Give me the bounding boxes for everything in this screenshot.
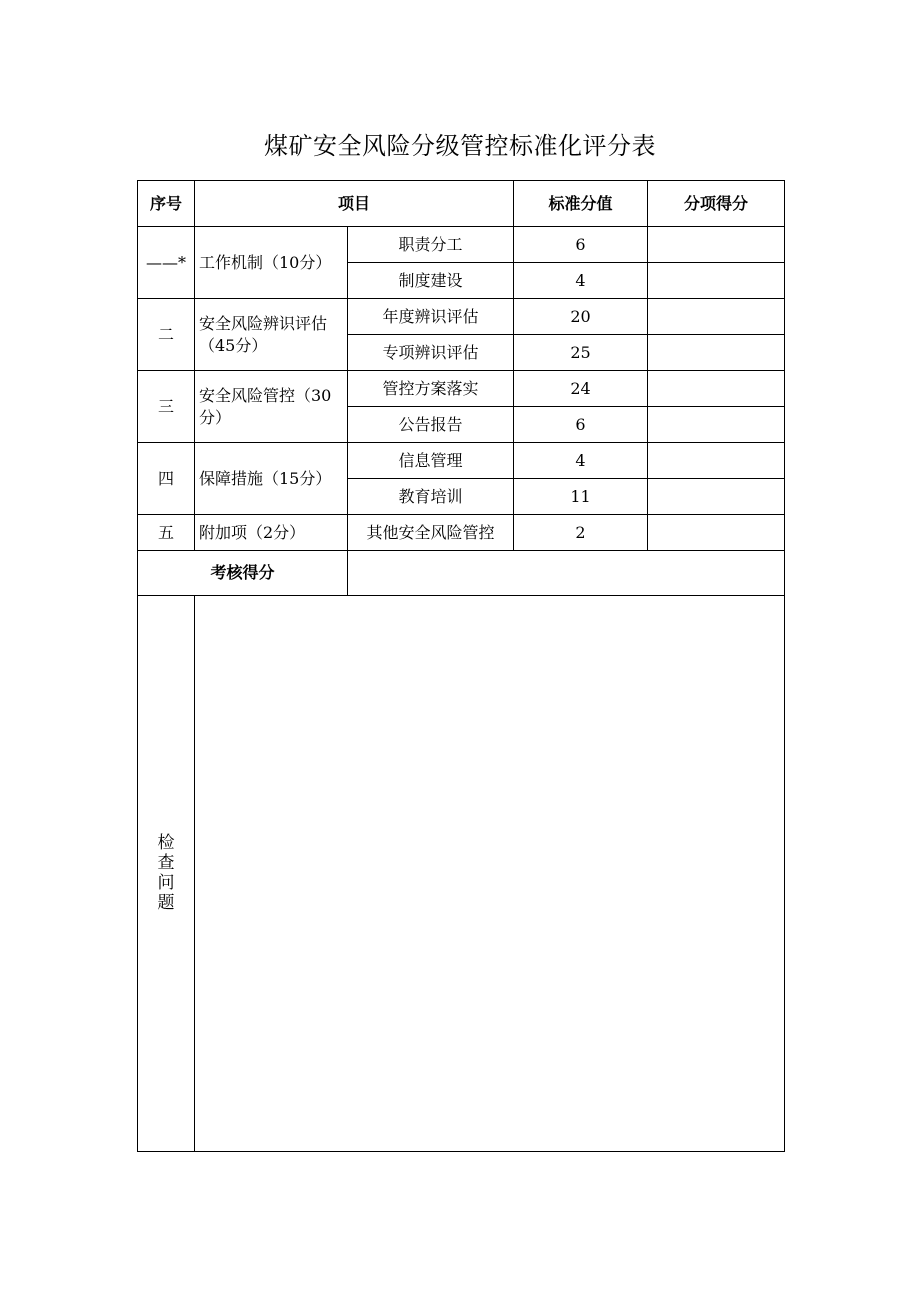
item-name-cell: 其他安全风险管控: [348, 515, 514, 551]
score-input-cell[interactable]: [648, 515, 785, 551]
standard-score-cell: 11: [514, 479, 648, 515]
issues-label-cell: [138, 596, 195, 1152]
header-row: [138, 181, 785, 227]
score-input-cell[interactable]: [648, 299, 785, 335]
score-input-cell[interactable]: [648, 371, 785, 407]
category-cell: 安全风险辨识评估（45分）: [195, 299, 348, 371]
document-title: 煤矿安全风险分级管控标准化评分表: [264, 132, 656, 160]
category-cell: 附加项（2分）: [195, 515, 348, 551]
standard-score-cell: 4: [514, 263, 648, 299]
score-input-cell[interactable]: [648, 263, 785, 299]
scoring-table: [137, 180, 785, 1152]
seq-cell: 四: [138, 443, 195, 515]
score-input-cell[interactable]: [648, 443, 785, 479]
table-row: [138, 371, 785, 407]
item-name-cell: 制度建设: [348, 263, 514, 299]
seq-cell: 五: [138, 515, 195, 551]
table-row: [138, 299, 785, 335]
standard-score-cell: 6: [514, 407, 648, 443]
header-item: 项目: [195, 181, 514, 227]
category-cell: 保障措施（15分）: [195, 443, 348, 515]
seq-cell: 二: [138, 299, 195, 371]
table-row: [138, 443, 785, 479]
issues-row: [138, 596, 785, 1152]
issues-label: 检查问题: [157, 833, 175, 913]
standard-score-cell: 2: [514, 515, 648, 551]
item-name-cell: 管控方案落实: [348, 371, 514, 407]
category-cell: 工作机制（10分）: [195, 227, 348, 299]
standard-score-cell: 4: [514, 443, 648, 479]
header-seq: 序号: [138, 181, 195, 227]
standard-score-cell: 20: [514, 299, 648, 335]
standard-score-cell: 6: [514, 227, 648, 263]
item-name-cell: 年度辨识评估: [348, 299, 514, 335]
item-name-cell: 专项辨识评估: [348, 335, 514, 371]
score-input-cell[interactable]: [648, 335, 785, 371]
category-cell: 安全风险管控（30分）: [195, 371, 348, 443]
item-name-cell: 职责分工: [348, 227, 514, 263]
assessment-row: [138, 551, 785, 596]
assessment-label: 考核得分: [138, 551, 348, 596]
item-name-cell: 教育培训: [348, 479, 514, 515]
score-input-cell[interactable]: [648, 479, 785, 515]
table-row: [138, 515, 785, 551]
table-row: [138, 227, 785, 263]
seq-cell: 三: [138, 371, 195, 443]
standard-score-cell: 25: [514, 335, 648, 371]
seq-cell: ——*: [138, 227, 195, 299]
item-name-cell: 信息管理: [348, 443, 514, 479]
item-name-cell: 公告报告: [348, 407, 514, 443]
assessment-score-cell[interactable]: [348, 551, 785, 596]
header-standard-score: 标准分值: [514, 181, 648, 227]
score-input-cell[interactable]: [648, 407, 785, 443]
standard-score-cell: 24: [514, 371, 648, 407]
issues-content-cell[interactable]: [195, 596, 785, 1152]
score-input-cell[interactable]: [648, 227, 785, 263]
header-item-score: 分项得分: [648, 181, 785, 227]
